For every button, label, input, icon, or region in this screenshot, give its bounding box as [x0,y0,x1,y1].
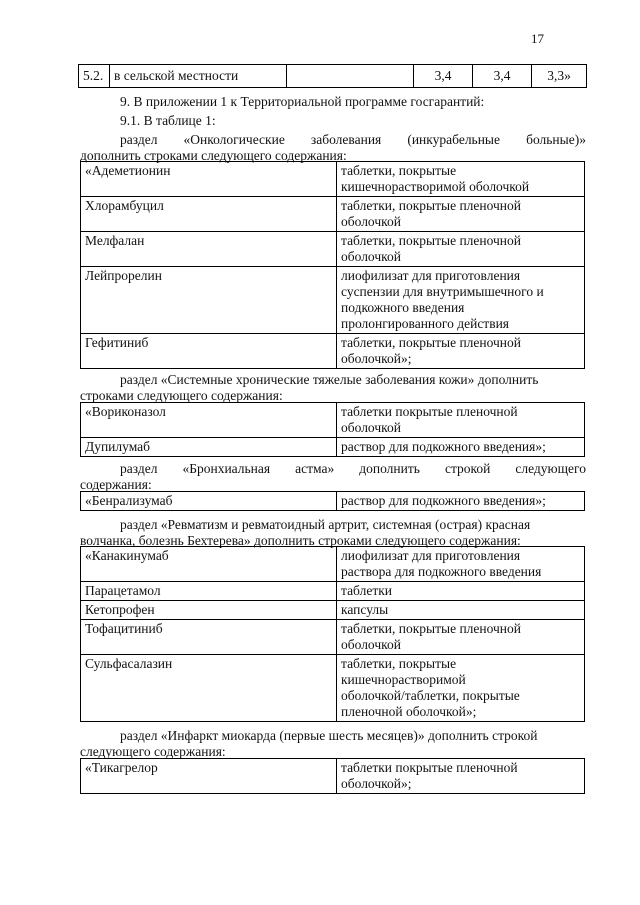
drug-name: Хлорамбуцил [81,197,337,232]
table-row [81,232,585,267]
paragraph-9-1: 9.1. В таблице 1: [120,113,216,128]
table-row [81,492,585,511]
drug-name: Лейпрорелин [81,267,337,334]
drug-name: Парацетамол [81,582,337,601]
table-asthma [80,491,585,511]
table-row [81,403,585,438]
section-intro-mi-line2: следующего содержания: [80,744,226,759]
table-mi [80,758,585,794]
drug-name: Дупилумаб [81,438,337,457]
section-intro-asthma-line2: содержания: [80,477,152,492]
table-row [81,267,585,334]
drug-name: «Канакинумаб [81,547,337,582]
table-row-5-2 [78,64,587,88]
page-number: 17 [531,31,544,46]
row-label: в сельской местности [110,65,287,88]
table-row [81,601,585,620]
drug-form: таблетки, покрытые пленочной оболочкой»; [337,334,585,369]
drug-form: таблетки, покрытые пленочной оболочкой [337,232,585,267]
drug-form: капсулы [337,601,585,620]
table-row [81,197,585,232]
table-oncology [80,161,585,369]
table-row [81,162,585,197]
section-intro-rheum-line2: волчанка, болезнь Бехтерева» дополнить строками следующего содержания: [80,533,521,548]
drug-form: таблетки покрытые пленочной оболочкой [337,403,585,438]
drug-form: раствор для подкожного введения»; [337,492,585,511]
drug-name: Кетопрофен [81,601,337,620]
drug-form: таблетки, покрытые пленочной оболочкой [337,620,585,655]
section-intro-rheum: раздел «Ревматизм и ревматоидный артрит, системная (острая) красная [120,517,531,532]
drug-name: Гефитиниб [81,334,337,369]
table-skin [80,402,585,457]
drug-name: Сульфасалазин [81,655,337,722]
section-intro-oncology-line2: дополнить строками следующего содержания: [80,148,347,163]
drug-form: раствор для подкожного введения»; [337,438,585,457]
drug-name: Тофацитиниб [81,620,337,655]
table-row [81,547,585,582]
section-intro-oncology: раздел «Онкологические заболевания (инкурабельные больные)» [120,132,586,147]
drug-form: таблетки, покрытые кишечнорастворимой оболочкой/таблетки, покрытые пленочной оболочкой»; [337,655,585,722]
table-row [81,438,585,457]
drug-form: таблетки покрытые пленочной оболочкой»; [337,759,585,794]
row-empty-cell [287,65,414,88]
drug-form: таблетки [337,582,585,601]
table-row [81,759,585,794]
drug-name: «Вориконазол [81,403,337,438]
table-row [81,582,585,601]
row-value: 3,4 [473,65,532,88]
table-row [81,655,585,722]
drug-form: таблетки, покрытые пленочной оболочкой [337,197,585,232]
row-number: 5.2. [79,65,110,88]
drug-name: Мелфалан [81,232,337,267]
section-intro-asthma: раздел «Бронхиальная астма» дополнить строкой следующего [120,461,586,476]
row-value: 3,4 [414,65,473,88]
section-intro-skin-line2: строками следующего содержания: [80,388,283,403]
section-intro-skin: раздел «Системные хронические тяжелые заболевания кожи» дополнить [120,372,539,387]
row-value: 3,3» [532,65,587,88]
table-rheum [80,546,585,722]
paragraph-9: 9. В приложении 1 к Территориальной программе госгарантий: [120,94,485,109]
drug-name: «Адеметионин [81,162,337,197]
drug-form: лиофилизат для приготовления суспензии для внутримышечного и подкожного введения пролонгированного действия [337,267,585,334]
table-row [81,334,585,369]
table-row [81,620,585,655]
drug-name: «Бенрализумаб [81,492,337,511]
drug-name: «Тикагрелор [81,759,337,794]
section-intro-mi: раздел «Инфаркт миокарда (первые шесть месяцев)» дополнить строкой [120,728,538,743]
drug-form: лиофилизат для приготовления раствора для подкожного введения [337,547,585,582]
drug-form: таблетки, покрытые кишечнорастворимой оболочкой [337,162,585,197]
